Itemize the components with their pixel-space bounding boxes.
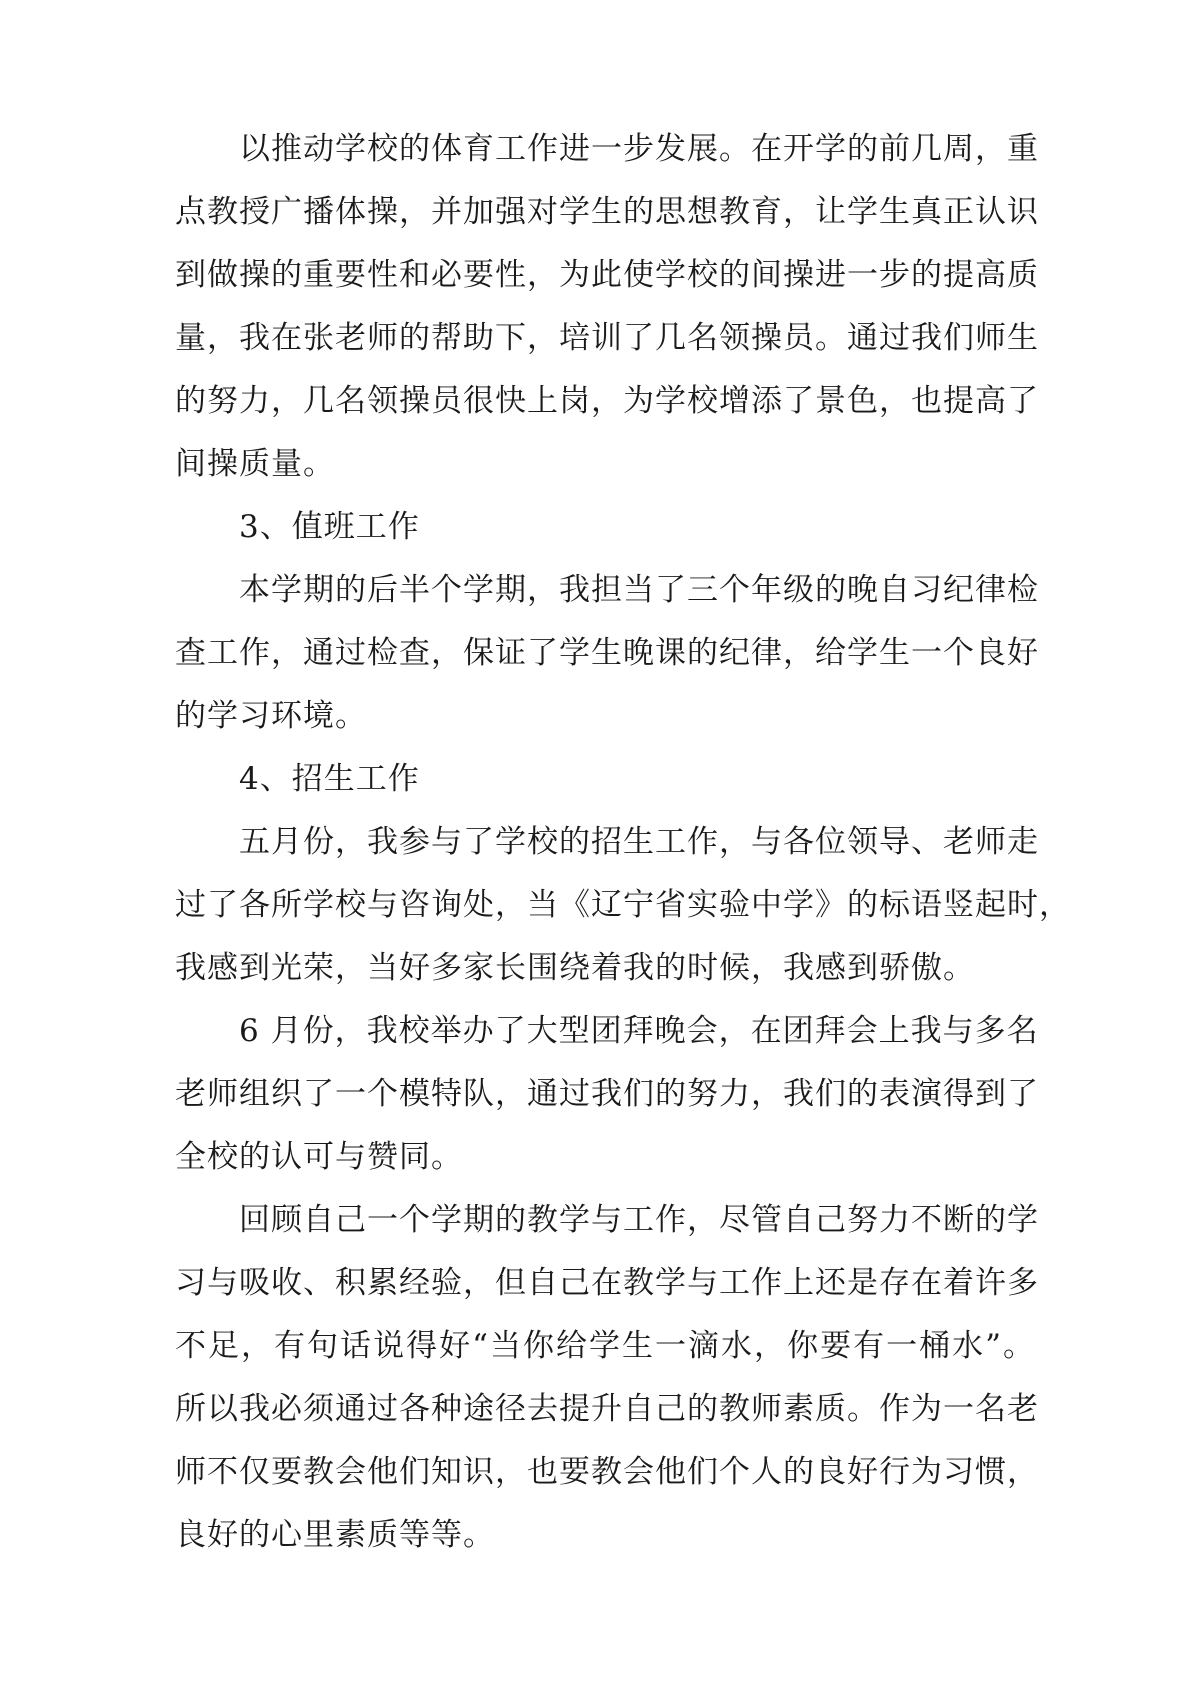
text-line: 全校的认可与赞同。	[175, 1139, 463, 1175]
text-line: 本学期的后半个学期，我担当了三个年级的晚自习纪律检	[239, 572, 1039, 608]
text-line: 良好的心里素质等等。	[175, 1517, 495, 1553]
text-line: 五月份，我参与了学校的招生工作，与各位领导、老师走	[239, 824, 1039, 860]
section-heading-duty-work: 3、值班工作	[239, 509, 420, 545]
text-line: 以推动学校的体育工作进一步发展。在开学的前几周，重	[239, 131, 1039, 167]
text-line: 习与吸收、积累经验，但自己在教学与工作上还是存在着许多	[175, 1265, 1039, 1301]
document-body	[175, 118, 1071, 1567]
text-line: 查工作，通过检查，保证了学生晚课的纪律，给学生一个良好	[175, 635, 1039, 671]
text-line: 回顾自己一个学期的教学与工作，尽管自己努力不断的学	[239, 1202, 1039, 1238]
section-heading-enrollment-work: 4、招生工作	[239, 761, 420, 797]
text-line: 6 月份，我校举办了大型团拜晚会，在团拜会上我与多名	[239, 1013, 1039, 1049]
text-line: 量，我在张老师的帮助下，培训了几名领操员。通过我们师生	[175, 320, 1039, 356]
paragraph-pe-work	[175, 118, 1039, 496]
text-line: 所以我必须通过各种途径去提升自己的教师素质。作为一名老	[175, 1391, 1039, 1427]
paragraph-reflection	[175, 1189, 1039, 1567]
text-line: 的学习环境。	[175, 698, 367, 734]
paragraph-june-party	[175, 1000, 1039, 1189]
text-line: 我感到光荣，当好多家长围绕着我的时候，我感到骄傲。	[175, 950, 975, 986]
text-line: 老师组织了一个模特队，通过我们的努力，我们的表演得到了	[175, 1076, 1039, 1112]
text-line: 的努力，几名领操员很快上岗，为学校增添了景色，也提高了	[175, 383, 1039, 419]
text-line: 点教授广播体操，并加强对学生的思想教育，让学生真正认识	[175, 194, 1039, 230]
text-line: 师不仅要教会他们知识，也要教会他们个人的良好行为习惯，	[175, 1454, 1039, 1490]
text-line: 不足，有句话说得好“当你给学生一滴水，你要有一桶水”。	[175, 1328, 1035, 1364]
text-line: 间操质量。	[175, 446, 335, 482]
paragraph-enrollment-work	[175, 811, 1071, 1000]
text-line: 到做操的重要性和必要性，为此使学校的间操进一步的提高质	[175, 257, 1039, 293]
paragraph-duty-work	[175, 559, 1039, 748]
text-line: 过了各所学校与咨询处，当《辽宁省实验中学》的标语竖起时，	[175, 887, 1071, 923]
